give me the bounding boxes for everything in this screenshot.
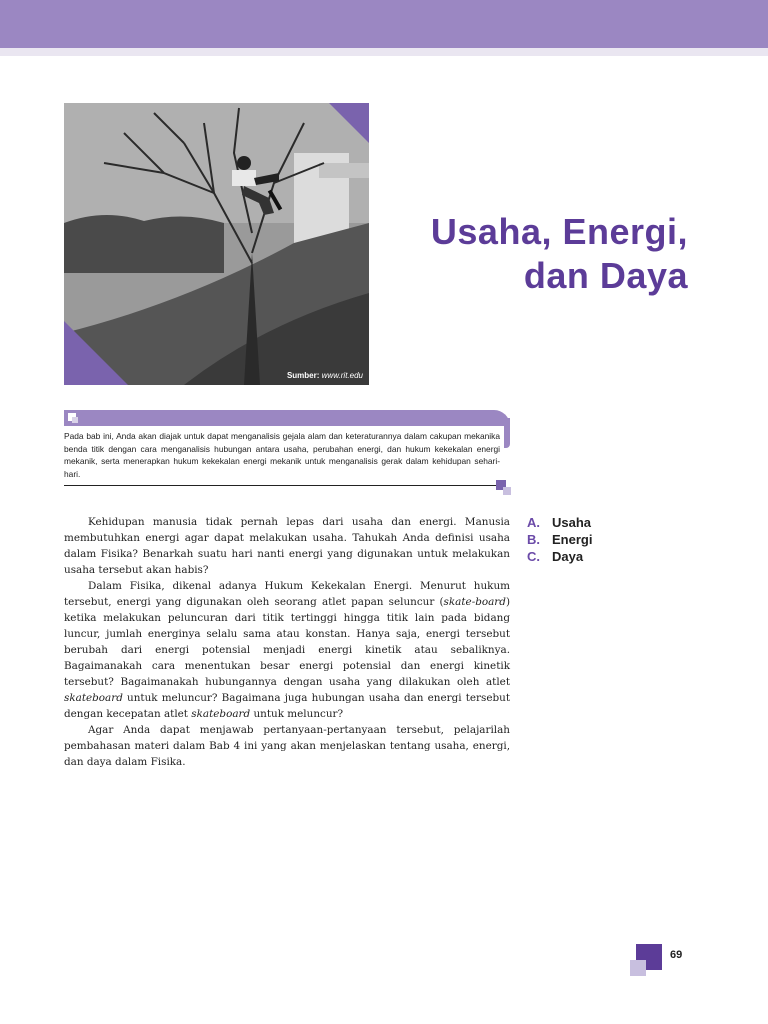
chapter-photo [64, 103, 369, 385]
chapter-title [431, 210, 688, 298]
header-band-shadow [0, 48, 768, 56]
chapter-title-line1: Usaha, Energi, [430, 211, 688, 252]
photo-caption-label: Sumber: [286, 371, 320, 380]
toc-letter: C. [527, 549, 540, 564]
intro-box [64, 410, 510, 494]
body-paragraph-3: Agar Anda dapat menjawab pertanyaan-pertanyaan tersebut, pelajarilah pembahasan materi dalam Bab 4 ini yang akan menjelaskan tentang usaha, energi, dan daya dalam Fisika. [64, 724, 510, 768]
intro-corner-square-light [503, 487, 511, 495]
p2-part-e: untuk meluncur? Bagaimana juga hubungan usaha dan energi tersebut dengan kecepatan atlet [64, 692, 510, 720]
p2-italic-skateboard-2: skateboard [64, 692, 123, 704]
toc-item-daya [527, 548, 592, 565]
p2-italic-skateboard-1: skate-board [443, 596, 506, 608]
toc-item-usaha [527, 514, 592, 531]
body-paragraph-1: Kehidupan manusia tidak pernah lepas dari usaha dan energi. Manusia membutuhkan energi agar dapat melakukan usaha. Tahukah Anda definisi usaha dalam Fisika? Benarkah suatu hari nanti energi yang digunakan untuk melakukan usaha tersebut akan habis? [64, 516, 510, 576]
page-number: 69 [670, 949, 683, 961]
chapter-title-line2: dan Daya [523, 255, 688, 296]
intro-tab [64, 410, 510, 426]
photo-caption-source: www.rit.edu [321, 371, 363, 380]
p2-part-c: ) ketika melakukan peluncuran dari titik tertinggi hingga titik lain pada bidang luncur, jumlah energinya selalu sama atau konstan. Hanya saja, energi tersebut berubah dari energi potensial menjadi energi kinetik atau sebaliknya. Bagaimanakah cara menentukan besar energi potensial dan energi kinetik tersebut? Bagaimanakah hubungannya dengan usaha yang dilakukan oleh atlet [64, 596, 510, 688]
photo-caption [287, 371, 363, 380]
intro-side [504, 418, 510, 448]
intro-text: Pada bab ini, Anda akan diajak untuk dapat menganalisis gejala alam dan keteraturannya dalam cakupan mekanika benda titik dengan cara menganalisis hubungan antara usaha, perubahan energi, dan hukum kekekalan energi mekanik, serta menerapkan hukum kekekalan energi mekanik untuk menganalisis gerak dalam kehidupan sehari-hari. [64, 431, 500, 479]
p2-part-a: Dalam Fisika, dikenal adanya Hukum Kekekalan Energi. Menurut hukum tersebut, energi yang digunakan oleh seorang atlet papan seluncur ( [64, 580, 510, 608]
p2-italic-skateboard-3: skateboard [191, 708, 251, 720]
toc-label: Energi [552, 532, 593, 547]
toc-item-energi [527, 531, 592, 548]
p2-part-g: untuk meluncur? [250, 708, 344, 720]
intro-square-icon-small [72, 417, 78, 423]
body-paragraph-2 [64, 578, 510, 722]
intro-rule [64, 485, 498, 486]
body-text [64, 514, 510, 770]
header-band [0, 0, 768, 48]
page-number-square-light [630, 960, 646, 976]
chapter-toc [527, 514, 592, 565]
toc-letter: A. [527, 515, 540, 530]
toc-letter: B. [527, 532, 540, 547]
toc-label: Daya [552, 549, 584, 564]
toc-label: Usaha [552, 515, 592, 530]
skateboard-photo-illustration [64, 103, 369, 385]
